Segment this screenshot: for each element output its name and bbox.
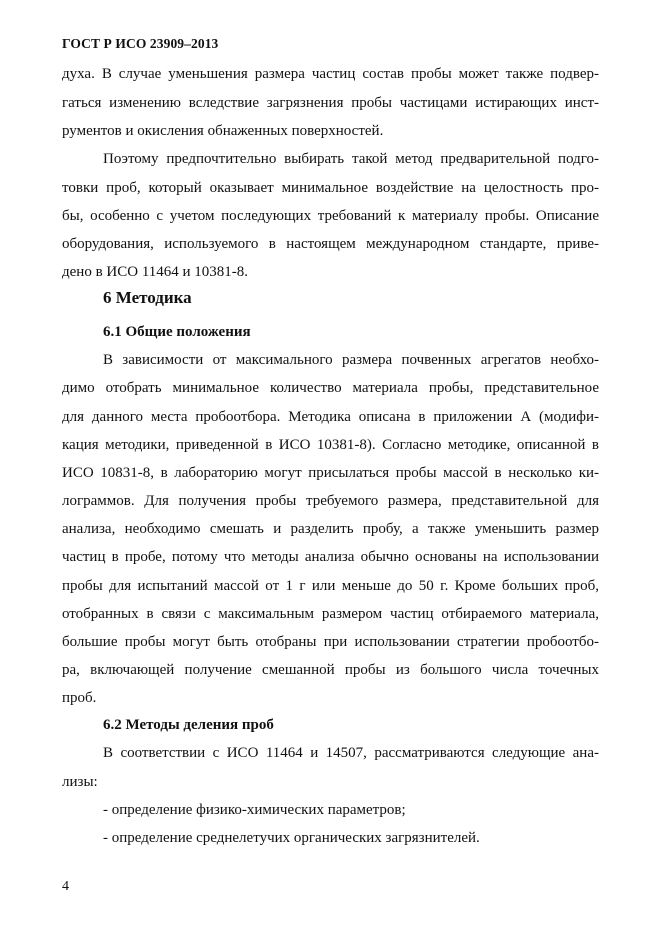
subsection-heading: 6.1 Общие положения (103, 324, 251, 340)
paragraph-line: димо отобрать минимальное количество материала пробы, представительное (62, 380, 599, 396)
paragraph-line: частиц в пробе, потому что методы анализа обычно основаны на использовании (62, 549, 599, 565)
paragraph-line: отобранных в связи с максимальным размером частиц отбираемого материала, (62, 606, 599, 622)
paragraph-line: лизы: (62, 774, 98, 790)
paragraph-line: духа. В случае уменьшения размера частиц состав пробы может также подвер- (62, 66, 599, 82)
list-item: - определение физико-химических параметров; (103, 802, 406, 818)
paragraph-line: для данного места пробоотбора. Методика описана в приложении А (модифи- (62, 409, 599, 425)
paragraph-line: ра, включающей получение смешанной пробы из большого числа точечных (62, 662, 599, 678)
paragraph-line: гаться изменению вследствие загрязнения пробы частицами истирающих инст- (62, 95, 599, 111)
paragraph-line: В зависимости от максимального размера почвенных агрегатов необхо- (103, 352, 599, 368)
paragraph-line: анализа, необходимо смешать и разделить пробу, а также уменьшить размер (62, 521, 599, 537)
subsection-heading: 6.2 Методы деления проб (103, 717, 274, 733)
paragraph-line: товки проб, который оказывает минимальное воздействие на целостность про- (62, 180, 599, 196)
paragraph-line: оборудования, используемого в настоящем международном стандарте, приве- (62, 236, 599, 252)
paragraph-line: пробы для испытаний массой от 1 г или меньше до 50 г. Кроме больших проб, (62, 578, 599, 594)
paragraph-line: ИСО 10831-8, в лабораторию могут присылаться пробы массой в несколько ки- (62, 465, 599, 481)
paragraph-line: кация методики, приведенной в ИСО 10381-8). Согласно методике, описанной в (62, 437, 599, 453)
paragraph-line: проб. (62, 690, 97, 706)
paragraph-line: бы, особенно с учетом последующих требований к материалу пробы. Описание (62, 208, 599, 224)
document-header: ГОСТ Р ИСО 23909–2013 (62, 36, 219, 51)
paragraph-line: рументов и окисления обнаженных поверхностей. (62, 123, 384, 139)
paragraph-line: лограммов. Для получения пробы требуемого размера, представительной для (62, 493, 599, 509)
list-item: - определение среднелетучих органических загрязнителей. (103, 830, 480, 846)
section-heading: 6 Методика (103, 288, 192, 307)
paragraph-line: Поэтому предпочтительно выбирать такой метод предварительной подго- (103, 151, 599, 167)
page-number: 4 (62, 879, 69, 894)
paragraph-line: дено в ИСО 11464 и 10381-8. (62, 264, 249, 280)
paragraph-line: большие пробы могут быть отобраны при использовании стратегии пробоотбо- (62, 634, 599, 650)
paragraph-line: В соответствии с ИСО 11464 и 14507, рассматриваются следующие ана- (103, 745, 599, 761)
